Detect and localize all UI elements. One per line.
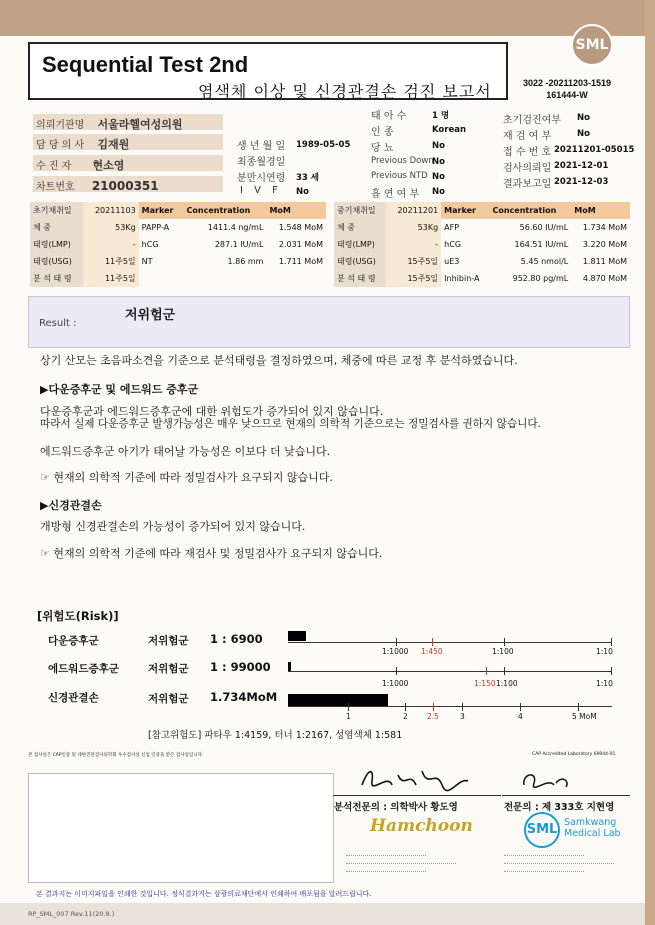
cell: 164.51 IU/mL: [514, 240, 569, 249]
cell: uE3: [444, 257, 460, 266]
doctor-label: 담 당 의 사: [36, 140, 85, 151]
cell: [266, 270, 326, 287]
cell: 15주5일: [386, 253, 441, 270]
cell: hCG: [444, 240, 462, 249]
header-band: [0, 0, 645, 36]
diabetes-label: 당 뇨: [371, 143, 394, 154]
down-tick-cutoff: [432, 638, 433, 646]
sml-logo: SML: [571, 24, 613, 66]
early-label: 초기검진여부: [503, 115, 561, 126]
down-risk-bar: [288, 631, 306, 641]
ntd-tick-label: 2: [403, 712, 408, 721]
signature-line-right: [502, 795, 630, 796]
down-tick-label: 1:1000: [382, 647, 409, 656]
cell: NT: [141, 257, 153, 266]
ntd-tick: [405, 703, 406, 711]
cell: -: [83, 236, 138, 253]
smoke-label: 흡 연 여 부: [371, 189, 420, 200]
ntd-tick-label: 3: [460, 712, 465, 721]
age-label: 분만시연령: [237, 173, 286, 184]
ntd-tick-cutoff: [433, 703, 434, 711]
receipt-value: 20211201-05015: [554, 145, 635, 155]
ntd-name: 신경관결손: [48, 692, 99, 704]
hamchoon-address: [346, 848, 466, 878]
hospital-row: [33, 114, 223, 130]
dob-value: 1989-05-05: [296, 140, 351, 150]
edward-tick: [504, 667, 505, 675]
cell: MoM: [571, 202, 630, 219]
cell: 1.548 MoM: [278, 223, 323, 232]
cell: 중기채취일: [334, 202, 386, 219]
cell: [139, 270, 184, 287]
cell: Marker: [441, 202, 489, 219]
cell: 체 중: [30, 219, 83, 236]
table-row: [30, 202, 326, 219]
revision-code: RP_SML_007 Rev.11(20.9.): [28, 910, 115, 918]
patient-label: 수 진 자: [36, 161, 72, 172]
first-trimester-table: [30, 202, 326, 287]
down-tick-label: 1:10: [596, 647, 613, 656]
samkwang-logo: SML: [524, 812, 560, 848]
prev-ntd-value: No: [432, 172, 445, 182]
reference-risk: [참고위험도] 파타우 1:4159, 터너 1:2167, 성염색체 1:581: [148, 730, 403, 741]
cell: 분 석 태 령: [30, 270, 83, 287]
cell: -: [386, 236, 441, 253]
comment-box: [28, 773, 334, 883]
ivf-value: No: [296, 187, 309, 197]
cell: 53Kg: [386, 219, 441, 236]
edward-level: 저위험군: [148, 663, 189, 675]
retest-value: No: [577, 129, 590, 139]
ntd-axis: [288, 706, 612, 707]
race-value: Korean: [432, 125, 467, 135]
lmp-label: 최종월경일: [237, 157, 286, 168]
second-trimester-table: [334, 202, 630, 287]
ntd-tick: [578, 703, 579, 711]
document-number: [512, 77, 622, 101]
cell: Marker: [139, 202, 184, 219]
cell: hCG: [141, 240, 159, 249]
prev-down-value: No: [432, 157, 445, 167]
report-date-label: 결과보고일: [503, 179, 552, 190]
chart-row: [33, 176, 223, 192]
samkwang-address: [504, 848, 624, 878]
edward-tick-label: 1:1000: [382, 679, 409, 688]
cell: 287.1 IU/mL: [214, 240, 264, 249]
down-axis: [288, 642, 612, 643]
table-row: [30, 236, 326, 253]
cell: 초기채취일: [30, 202, 83, 219]
ntd-tick: [462, 703, 463, 711]
fetus-label: 태 아 수: [371, 111, 407, 122]
fetus-value: 1 명: [432, 111, 450, 121]
edward-value: 1 : 99000: [210, 660, 271, 674]
smoke-value: No: [432, 187, 445, 197]
cell: 15주5일: [386, 270, 441, 287]
cell: Concentration: [489, 202, 571, 219]
cell: 20211103: [83, 202, 138, 219]
cell: 1.711 MoM: [278, 257, 323, 266]
edward-axis: [288, 671, 612, 672]
doctor-value: 김재원: [97, 138, 130, 151]
table-row: [334, 219, 630, 236]
signature-left: [358, 763, 478, 795]
cell: 태령(LMP): [334, 236, 386, 253]
body-heading-down: ▶다운증후군 및 에드워드 증후군: [40, 383, 199, 396]
ntd-tick-label: 4: [518, 712, 523, 721]
cell: 4.870 MoM: [582, 274, 627, 283]
cell: 태령(LMP): [30, 236, 83, 253]
table-row: [30, 270, 326, 287]
cell: MoM: [266, 202, 326, 219]
report-subtitle: 염색체 이상 및 신경관결손 검진 보고서: [198, 82, 492, 101]
edward-tick-label: 1:10: [596, 679, 613, 688]
samkwang-name: [564, 817, 621, 839]
cell: AFP: [444, 223, 460, 232]
footer-note: 본 결과지는 이미지파일을 인쇄한 것입니다. 정식결과지는 삼광의료재단에서 인쇄하여 배포됨을 알려드립니다.: [36, 890, 372, 898]
edward-name: 에드워드증후군: [48, 663, 120, 675]
ntd-risk-bar: [288, 694, 388, 706]
cell: PAPP-A: [141, 223, 170, 232]
body-p5: ☞ 현재의 의학적 기준에 따라 정밀검사가 요구되지 않습니다.: [40, 471, 333, 484]
ntd-tick-label: 5 MoM: [572, 712, 597, 721]
ntd-value: 1.734MoM: [210, 690, 278, 704]
body-p2: 다운증후군과 에드워드증후군에 대한 위험도가 증가되어 있지 않습니다.: [40, 405, 384, 418]
cap-number: CAP Accredited Laboratory 69944-01: [532, 752, 616, 757]
report-title: Sequential Test 2nd: [42, 52, 249, 77]
body-heading-ntd: ▶신경관결손: [40, 499, 102, 512]
cell: 1.811 MoM: [582, 257, 627, 266]
body-p3: 따라서 실제 다운증후군 발생가능성은 매우 낮으므로 현재의 의학적 기준으로는 정밀검사를 권하지 않습니다.: [40, 418, 541, 430]
signature-line-left: [333, 795, 501, 796]
samkwang-line1: Samkwang: [564, 817, 617, 828]
down-name: 다운증후군: [48, 635, 99, 647]
result-box: [28, 296, 630, 348]
cell: 20211201: [386, 202, 441, 219]
hamchoon-logo: Hamchoon: [370, 816, 473, 836]
down-level: 저위험군: [148, 635, 189, 647]
result-label: Result :: [39, 318, 77, 329]
dob-label: 생 년 월 일: [237, 141, 286, 152]
edward-tick: [396, 667, 397, 675]
doc-no-line2: 161444-W: [546, 90, 588, 100]
samkwang-line2: Medical Lab: [564, 828, 621, 839]
retest-label: 재 검 여 부: [503, 131, 552, 142]
cell: 11주5일: [83, 253, 138, 270]
cell: 1411.4 ng/mL: [207, 223, 264, 232]
ntd-tick-label: 2.5: [427, 712, 439, 721]
cell: 11주5일: [83, 270, 138, 287]
cell: 체 중: [334, 219, 386, 236]
prev-ntd-label: Previous NTD: [371, 171, 428, 181]
cell: 3.220 MoM: [582, 240, 627, 249]
hospital-label: 의뢰기관명: [36, 120, 85, 131]
race-label: 인 종: [371, 127, 394, 138]
edward-tick-cutoff: [486, 667, 487, 675]
prev-down-label: Previous Down: [371, 156, 434, 166]
body-p7: ☞ 현재의 의학적 기준에 따라 재검사 및 정밀검사가 요구되지 않습니다.: [40, 547, 383, 560]
cell: Concentration: [184, 202, 267, 219]
early-value: No: [577, 113, 590, 123]
chart-label: 차트번호: [36, 182, 75, 193]
cap-statement: 본 검사실은 CAP인증 및 대한진단검사의학회 우수검사실 신임 인증을 받은 검사실입니다.: [28, 753, 204, 758]
receipt-label: 접 수 번 호: [503, 147, 552, 158]
down-tick-label: 1:100: [492, 647, 514, 656]
cell: 태령(USG): [30, 253, 83, 270]
cell: 53Kg: [83, 219, 138, 236]
cell: 1.734 MoM: [582, 223, 627, 232]
down-tick: [504, 638, 505, 646]
ntd-tick: [348, 703, 349, 711]
table-row: [334, 202, 630, 219]
ntd-tick-label: 1: [346, 712, 351, 721]
cell: 분 석 태 령: [334, 270, 386, 287]
ntd-tick: [520, 703, 521, 711]
patient-value: 현소영: [92, 159, 125, 172]
signature-right: [518, 767, 578, 793]
chart-value: 21000351: [91, 179, 159, 193]
cell: 56.60 IU/mL: [519, 223, 569, 232]
req-date-value: 2021-12-01: [554, 161, 609, 171]
down-value: 1 : 6900: [210, 632, 263, 646]
age-value: 33 세: [296, 173, 319, 183]
doctor-row: [33, 134, 223, 150]
report-date-value: 2021-12-03: [554, 177, 609, 187]
cell: 1.86 mm: [227, 257, 264, 266]
down-tick-label: 1:450: [421, 647, 443, 656]
cell: 2.031 MoM: [278, 240, 323, 249]
body-p4: 에드워드증후군 아기가 태어날 가능성은 이보다 더 낮습니다.: [40, 445, 331, 458]
table-row: [30, 219, 326, 236]
table-row: [334, 253, 630, 270]
patient-row: [33, 155, 223, 171]
edward-tick-label: 1:150: [474, 679, 496, 688]
hospital-value: 서울라헬여성의원: [97, 118, 183, 131]
cell: 952.80 pg/mL: [512, 274, 569, 283]
req-date-label: 검사의뢰일: [503, 163, 552, 174]
ivf-label: I V F: [240, 185, 282, 196]
down-tick: [396, 638, 397, 646]
risk-title: [위험도(Risk)]: [37, 609, 119, 623]
cell: Inhibin-A: [444, 274, 480, 283]
cell: 태령(USG): [334, 253, 386, 270]
edward-tick-label: 1:100: [496, 679, 518, 688]
specialist-name: 전문의 : 제 333호 지현영: [504, 802, 615, 813]
result-value: 저위험군: [125, 308, 176, 323]
cell: 5.45 nmol/L: [520, 257, 569, 266]
cell: [184, 270, 267, 287]
body-p6: 개방형 신경관결손의 가능성이 증가되어 있지 않습니다.: [40, 520, 306, 533]
table-row: [30, 253, 326, 270]
analyst-name: 분석전문의 : 의학박사 황도영: [334, 802, 458, 813]
ntd-level: 저위험군: [148, 693, 189, 705]
table-row: [334, 236, 630, 253]
edward-tick: [611, 667, 612, 675]
body-p1: 상기 산모는 초음파소견을 기준으로 분석태령을 결정하였으며, 체중에 따른 교정 후 분석하였습니다.: [40, 354, 518, 367]
doc-no-line1: 3022 -20211203-1519: [522, 78, 612, 88]
diabetes-value: No: [432, 141, 445, 151]
table-row: [334, 270, 630, 287]
down-tick: [611, 638, 612, 646]
